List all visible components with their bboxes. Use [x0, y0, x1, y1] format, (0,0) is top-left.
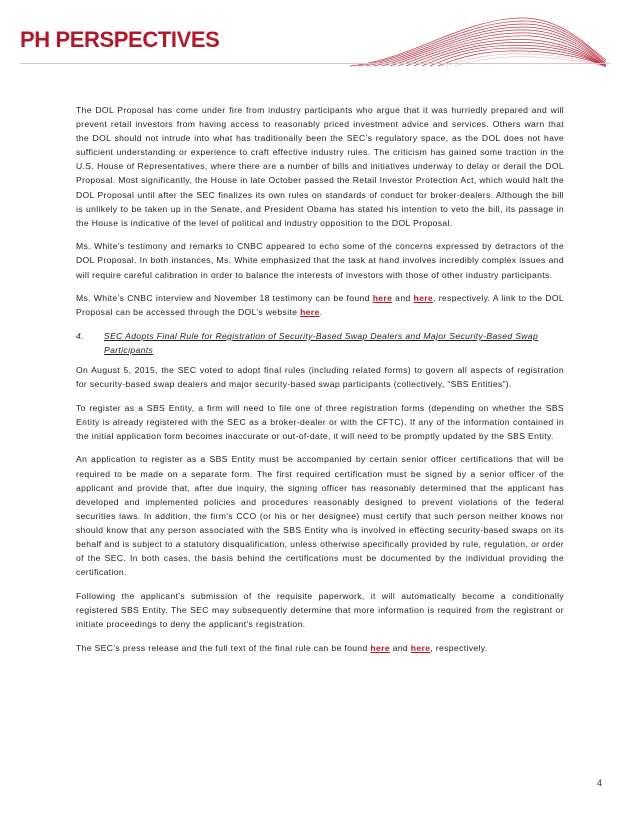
document-body [76, 103, 564, 664]
paragraph-text: Ms. White’s CNBC interview and November 18 testimony can be found [76, 293, 373, 304]
paragraph-text: The SEC’s press release and the full text of the final rule can be found [76, 642, 371, 653]
testimony-link[interactable]: here [413, 293, 434, 304]
paragraph: On August 5, 2015, the SEC voted to adopt final rules (including related forms) to govern all aspects of registration for security-based swap dealers and major security-based swap participants (collectively, “SBS Entities”). [76, 365, 564, 390]
paragraph-text: and [392, 293, 414, 304]
paragraph: Ms. White’s testimony and remarks to CNBC appeared to echo some of the concerns expressed by detractors of the DOL Proposal. In both instances, Ms. White emphasized that the task at hand involves incredibly complex issues and will require careful calibration in order to balance the interests of investors with those of other industry participants. [76, 241, 564, 280]
paragraph: Following the applicant’s submission of the requisite paperwork, it will automatically become a conditionally registered SBS Entity. The SEC may subsequently determine that more information is required from the registrant or initiate proceedings to deny the applicant’s registration. [76, 590, 564, 629]
paragraph-text: , respectively. A link to the DOL Proposal can be accessed through the DOL’s website [76, 293, 564, 318]
brand-title: PH PERSPECTIVES [20, 27, 220, 52]
paragraph-text: and [389, 642, 411, 653]
section-heading [76, 329, 564, 357]
final-rule-link[interactable]: here [410, 642, 431, 653]
page-number: 4 [596, 778, 602, 788]
paragraph-text: , respectively. [430, 642, 488, 653]
section-number: 4. [76, 330, 84, 341]
cnbc-interview-link[interactable]: here [372, 293, 393, 304]
paragraph [76, 641, 564, 655]
press-release-link[interactable]: here [370, 642, 390, 653]
paragraph: To register as a SBS Entity, a firm will need to file one of three registration forms (depending on whether the SBS Entity is already registered with the SEC as a broker-dealer or with the CFTC). If any of the information contained in the initial application form becomes inaccurate or out-of-date, it will need to be promptly updated by the SBS Entity. [76, 402, 564, 441]
dol-website-link[interactable]: here [300, 307, 320, 318]
header-divider [20, 63, 610, 64]
section-title: SEC Adopts Final Rule for Registration of Security-Based Swap Dealers and Major Security-Based Swap Participants [104, 330, 539, 355]
paragraph-text: . [319, 307, 323, 318]
paragraph [76, 291, 564, 319]
paragraph: An application to register as a SBS Entity must be accompanied by certain senior officer certifications that will be required to be made on a separate form. The first required certification must be signed by a senior officer of the applicant and provide that, after due inquiry, the signing officer has reasonably determined that the applicant has developed and implemented policies and procedures reasonably designed to prevent violations of the federal securities laws. In addition, the firm’s CCO (or his or her designee) must certify that such person neither knows nor should know that any person associated with the SBS Entity who is involved in effecting security-based swaps on its behalf and is subject to a statutory disqualification, unless otherwise specifically provided by rule, regulation, or order of the SEC. In both cases, the basis behind the certifications must be documented by the individual providing the certification. [76, 454, 564, 578]
header-wave-logo [350, 14, 606, 68]
paragraph: The DOL Proposal has come under fire from industry participants who argue that it was hurriedly prepared and will prevent retail investors from having access to reasonably priced investment advice and services. Others warn that the DOL should not intrude into what has traditionally been the SEC’s regulatory space, as the DOL does not have sufficient understanding or experience to craft effective industry rules. The criticism has gained some traction in the U.S. House of Representatives, where there are a number of bills and initiatives underway to delay or derail the DOL Proposal. Most significantly, the House in late October passed the Retail Investor Protection Act, which would halt the DOL Proposal until after the SEC finalizes its own rules on standards of conduct for broker-dealers. Although the bill is unlikely to be taken up in the Senate, and President Obama has stated his intention to veto the bill, its passage in the House is indicative of the level of political and industry opposition to the DOL Proposal. [76, 105, 564, 228]
